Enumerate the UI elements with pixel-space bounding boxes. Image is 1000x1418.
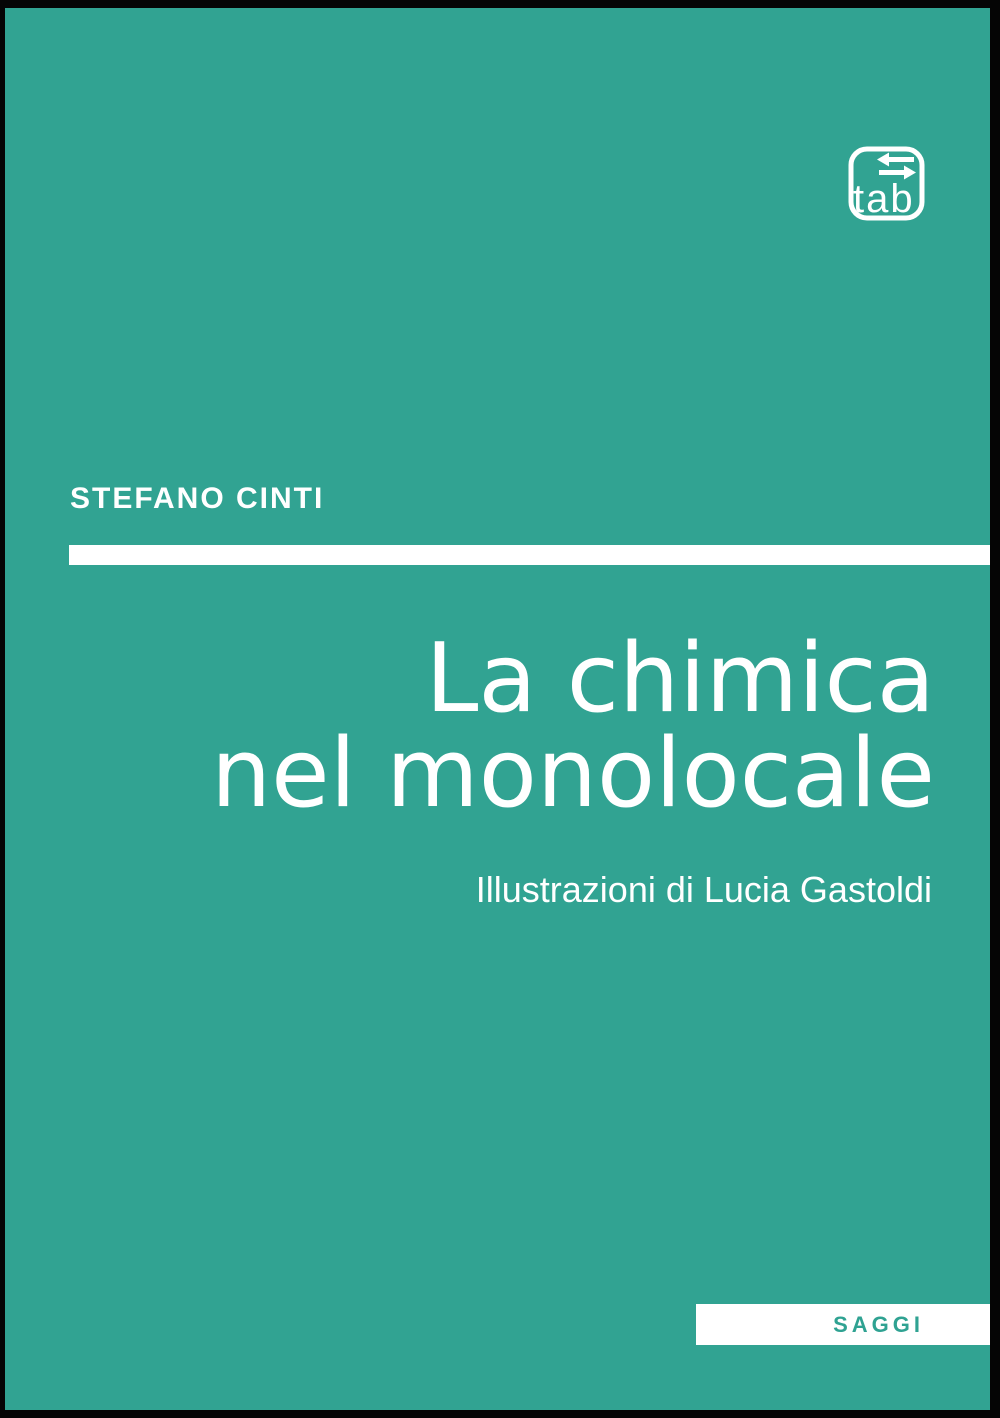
- author-name: STEFANO CINTI: [70, 482, 325, 515]
- book-title: [210, 624, 935, 829]
- publisher-logo: [848, 146, 925, 221]
- book-cover: [5, 8, 990, 1410]
- tab-logo-icon: [848, 146, 925, 221]
- title-line-2: nel monolocale: [210, 719, 935, 829]
- horizontal-rule: [69, 545, 990, 565]
- subtitle: Illustrazioni di Lucia Gastoldi: [475, 869, 932, 910]
- series-bar: [696, 1304, 990, 1345]
- logo-text: tab: [853, 177, 915, 221]
- series-label: SAGGI: [833, 1311, 924, 1337]
- title-line-1: La chimica: [425, 624, 935, 734]
- left-arrow-icon: [877, 153, 914, 167]
